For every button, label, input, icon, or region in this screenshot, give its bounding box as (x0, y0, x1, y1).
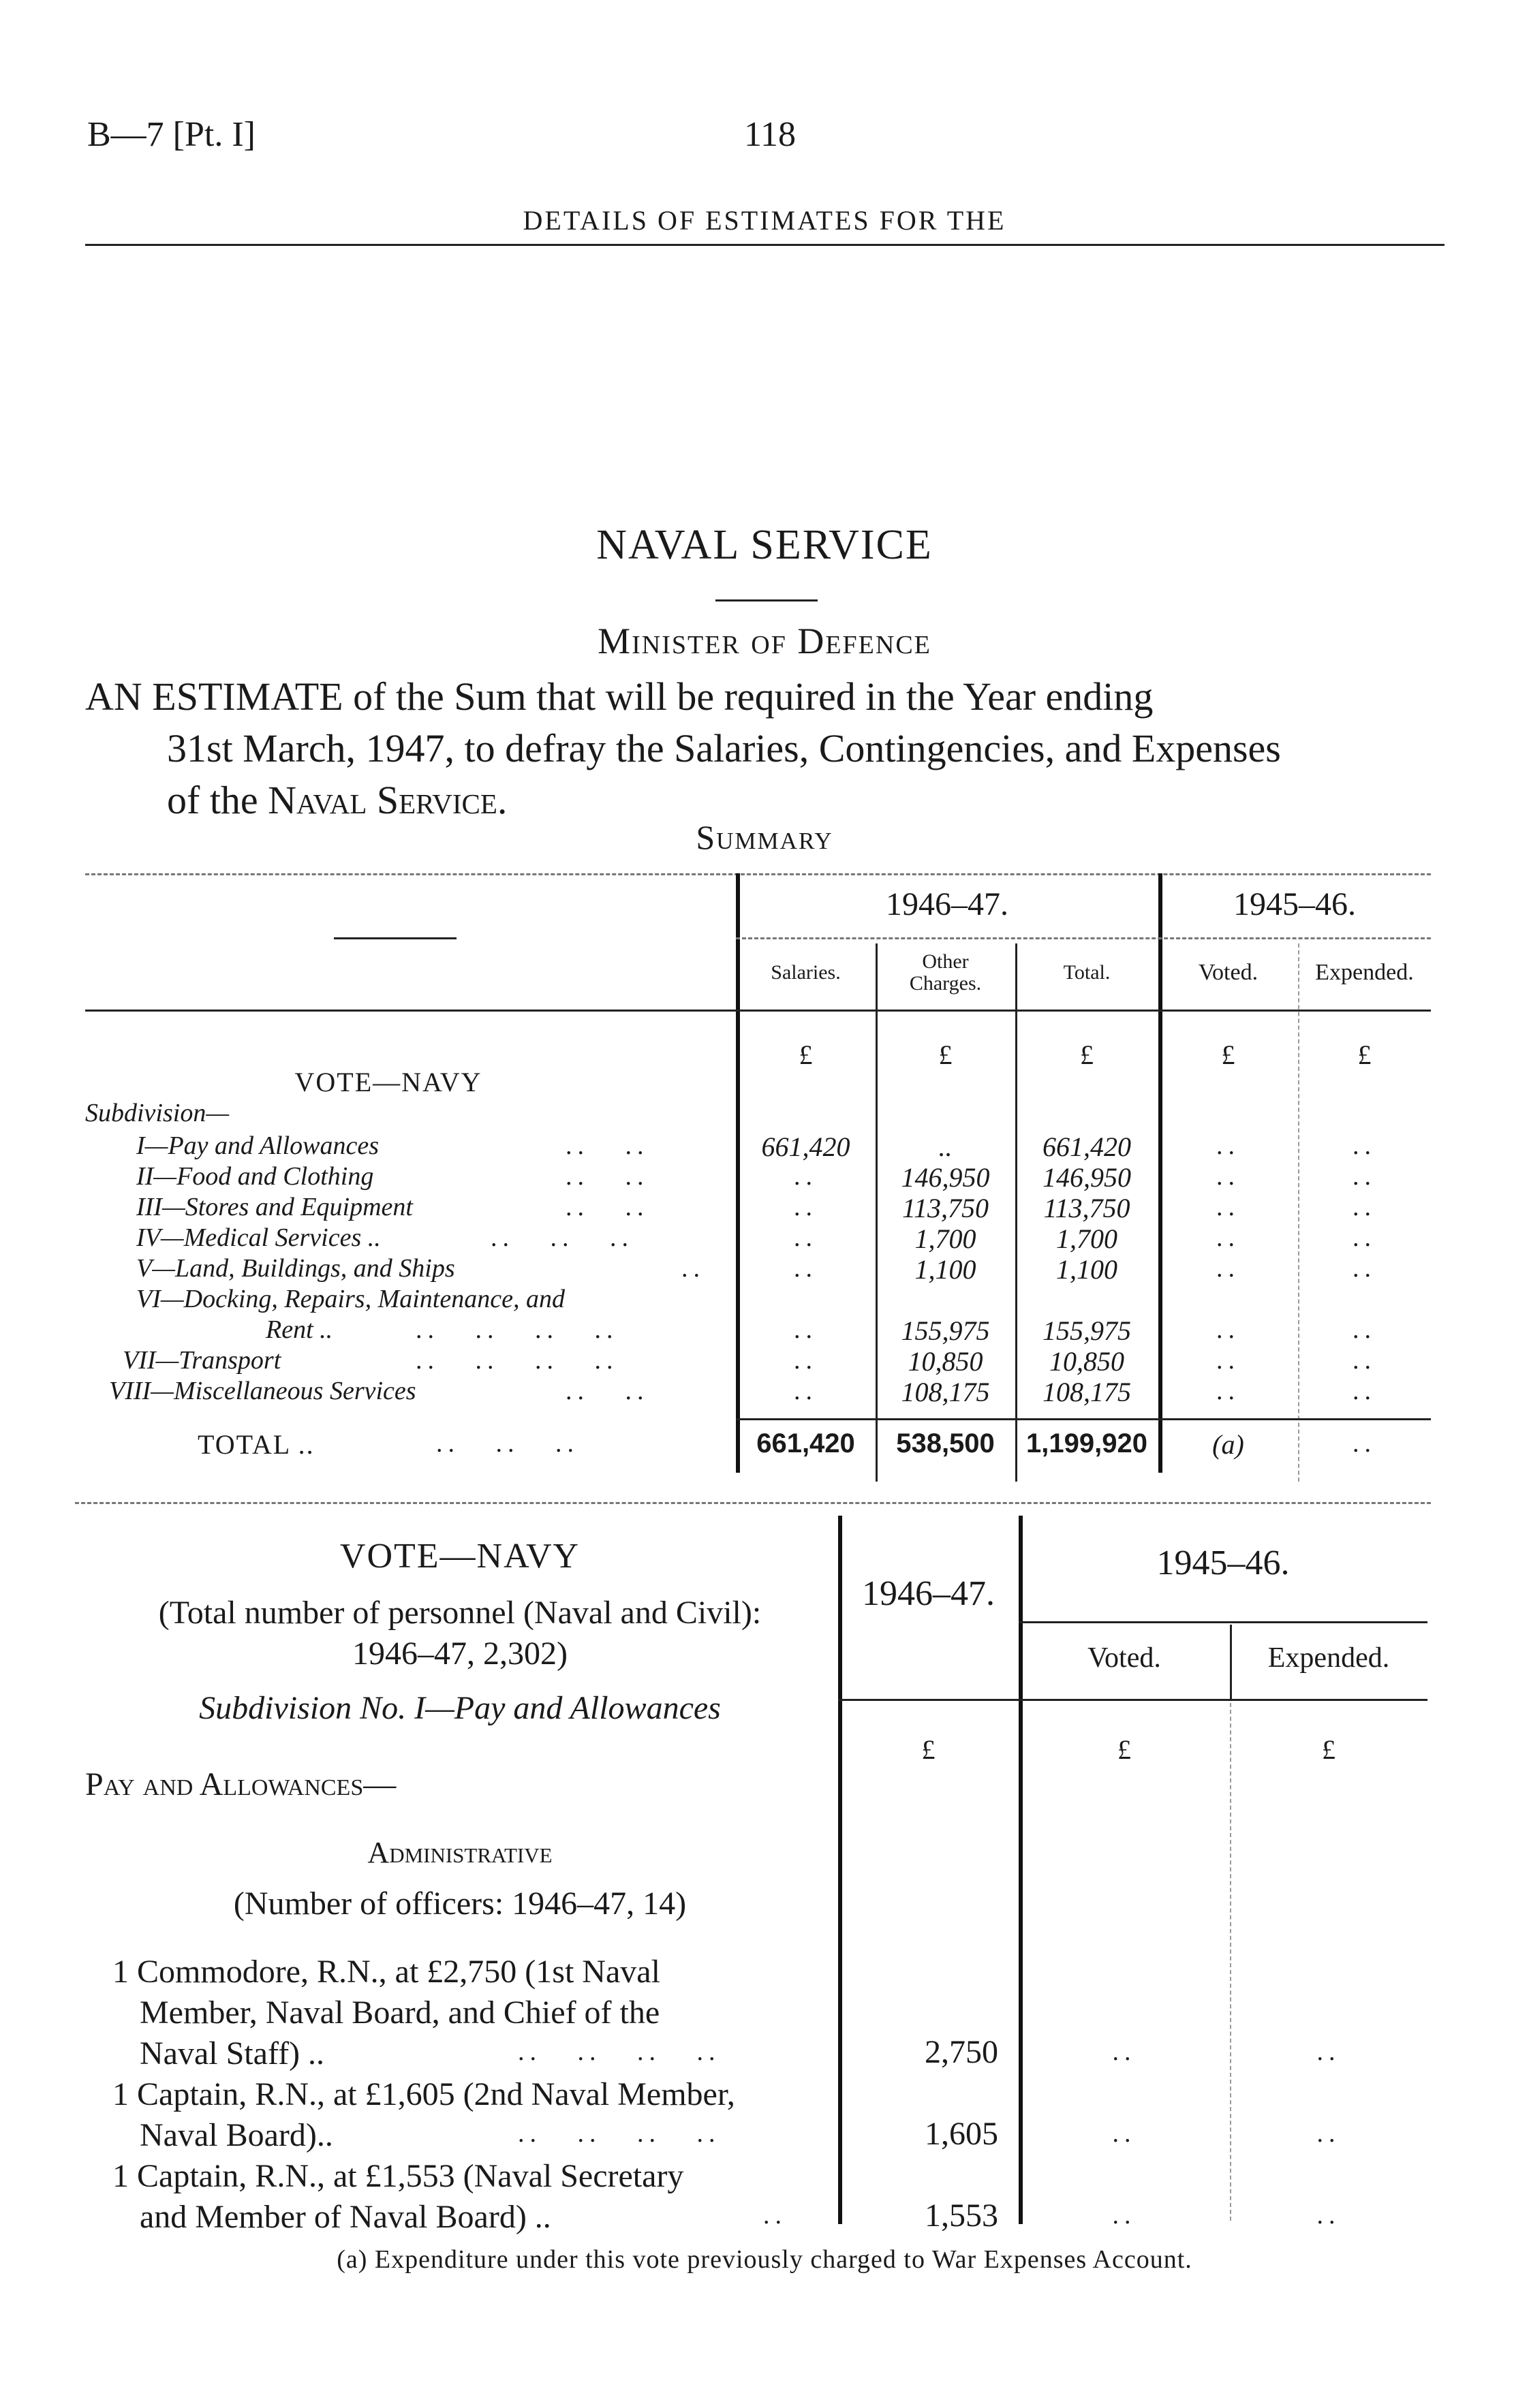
col-other-1: Other (922, 950, 969, 973)
summary-year-previous: 1945–46. (1233, 886, 1356, 922)
detail-subhead-rule (1019, 1621, 1427, 1623)
row-expended: .. (1353, 1223, 1376, 1252)
row-salaries: .. (794, 1377, 818, 1405)
item-line: Naval Board).. (140, 2117, 333, 2153)
row-other: 108,175 (901, 1377, 990, 1407)
total-voted: (a) (1212, 1429, 1244, 1460)
item-amount: 2,750 (925, 2034, 998, 2070)
item-voted: .. (1112, 2201, 1137, 2230)
leader-dots: .. .. (566, 1193, 649, 1221)
item-voted: .. (1112, 2119, 1137, 2148)
pound-sign: £ (1322, 1734, 1335, 1765)
item-expended: .. (1316, 2119, 1341, 2148)
item-line: 1 Commodore, R.N., at £2,750 (1st Naval (112, 1954, 660, 1990)
row-salaries: .. (794, 1254, 818, 1283)
summary-bottom-rule (75, 1502, 1431, 1504)
col-total: Total. (1063, 961, 1111, 984)
item-voted: .. (1112, 2037, 1137, 2066)
row-other: 1,100 (914, 1254, 976, 1285)
row-expended: .. (1353, 1315, 1376, 1344)
subdivision-heading: Subdivision No. I—Pay and Allowances (199, 1690, 721, 1726)
detail-col-expended: Expended. (1267, 1642, 1390, 1674)
summary-stub-rule (334, 937, 457, 939)
row-other: .. (938, 1131, 953, 1162)
item-line: 1 Captain, R.N., at £1,605 (2nd Naval Member, (112, 2076, 735, 2112)
row-voted: .. (1216, 1131, 1240, 1160)
item-expended: .. (1316, 2037, 1341, 2066)
row-label: III—Stores and Equipment (136, 1193, 413, 1221)
leader-dots: .. .. .. .. (518, 2037, 721, 2066)
pound-sign: £ (1080, 1039, 1094, 1070)
total-label: TOTAL .. (198, 1429, 315, 1460)
total-salaries: 661,420 (756, 1428, 855, 1458)
leader-dots: .. .. .. .. (518, 2119, 721, 2148)
leader-dots: .. .. .. .. (416, 1315, 619, 1344)
row-other: 146,950 (901, 1162, 990, 1193)
row-label-continued: Rent .. (266, 1315, 333, 1344)
row-total: 1,700 (1056, 1223, 1117, 1254)
service-title: NAVAL SERVICE (596, 522, 933, 568)
row-total: 146,950 (1042, 1162, 1131, 1193)
row-expended: .. (1353, 1193, 1376, 1221)
minister-heading: Minister of Defence (598, 621, 931, 661)
row-other: 1,700 (914, 1223, 976, 1254)
leader-dots: .. (681, 1254, 705, 1283)
row-expended: .. (1353, 1377, 1376, 1405)
personnel-line-2: 1946–47, 2,302) (352, 1636, 568, 1672)
detail-year-previous: 1945–46. (1156, 1544, 1290, 1582)
row-salaries: .. (794, 1346, 818, 1375)
row-salaries: .. (794, 1223, 818, 1252)
admin-heading: Administrative (367, 1836, 553, 1869)
leader-dots: .. (763, 2201, 787, 2230)
leader-dots: .. .. (566, 1162, 649, 1191)
leader-dots: .. .. .. (436, 1429, 579, 1458)
leader-dots: .. .. (566, 1377, 649, 1405)
intro-line-3b: Naval Service (268, 778, 497, 822)
row-expended: .. (1353, 1131, 1376, 1160)
summary-total-rule (736, 1418, 1431, 1420)
title-rule (715, 599, 818, 601)
col-other-2: Charges. (909, 972, 982, 995)
row-label: IV—Medical Services .. (136, 1223, 381, 1252)
item-line: Naval Staff) .. (140, 2035, 325, 2071)
detail-col-voted: Voted. (1087, 1642, 1161, 1674)
row-voted: .. (1216, 1162, 1240, 1191)
row-label: VI—Docking, Repairs, Maintenance, and (136, 1285, 565, 1313)
row-other: 113,750 (901, 1193, 989, 1223)
intro-line-3a: of the (167, 778, 268, 822)
detail-head-rule (838, 1699, 1427, 1701)
summary-vote-heading: VOTE—NAVY (294, 1067, 482, 1097)
detail-vote-heading: VOTE—NAVY (339, 1537, 581, 1576)
intro-line-1: AN ESTIMATE of the Sum that will be required in the Year ending (85, 674, 1154, 719)
item-expended: .. (1316, 2201, 1341, 2230)
intro-line-2: 31st March, 1947, to defray the Salaries, Contingencies, and Expenses (167, 726, 1281, 770)
item-line: Member, Naval Board, and Chief of the (140, 1995, 660, 2031)
col-salaries: Salaries. (771, 961, 841, 984)
col-expended: Expended. (1315, 960, 1414, 985)
intro-line-3c: . (497, 778, 508, 822)
subdivision-label: Subdivision— (85, 1099, 230, 1127)
row-salaries: 661,420 (761, 1131, 850, 1162)
row-label: II—Food and Clothing (136, 1162, 374, 1191)
row-label: VII—Transport (123, 1346, 281, 1375)
estimate-intro (85, 671, 1448, 826)
pound-sign: £ (1117, 1734, 1131, 1765)
total-other: 538,500 (896, 1428, 995, 1458)
total-total: 1,199,920 (1026, 1428, 1147, 1458)
pound-sign: £ (921, 1734, 936, 1765)
row-salaries: .. (794, 1193, 818, 1221)
row-salaries: .. (794, 1162, 818, 1191)
row-total: 155,975 (1042, 1315, 1131, 1346)
leader-dots: .. .. .. .. (416, 1346, 619, 1375)
header-rule (85, 244, 1445, 246)
leader-dots: .. .. (566, 1131, 649, 1160)
personnel-line-1: (Total number of personnel (Naval and Civil): (158, 1595, 762, 1631)
row-label: VIII—Miscellaneous Services (109, 1377, 416, 1405)
row-voted: .. (1216, 1193, 1240, 1221)
item-amount: 1,553 (925, 2198, 998, 2234)
summary-head-rule (85, 1010, 1431, 1012)
item-amount: 1,605 (925, 2116, 998, 2152)
pound-sign: £ (1221, 1039, 1235, 1070)
col-voted: Voted. (1198, 960, 1258, 985)
pay-heading: Pay and Allowances— (85, 1766, 397, 1802)
running-title: DETAILS OF ESTIMATES FOR THE (523, 205, 1006, 236)
total-expended: .. (1353, 1429, 1376, 1458)
row-salaries: .. (794, 1315, 818, 1344)
item-line: 1 Captain, R.N., at £1,553 (Naval Secretary (112, 2158, 684, 2194)
row-voted: .. (1216, 1346, 1240, 1375)
row-label: I—Pay and Allowances (136, 1131, 380, 1160)
pound-sign: £ (799, 1039, 813, 1070)
row-total: 1,100 (1056, 1254, 1117, 1285)
row-other: 155,975 (901, 1315, 990, 1346)
officers-note: (Number of officers: 1946–47, 14) (233, 1886, 687, 1922)
item-line: and Member of Naval Board) .. (140, 2199, 551, 2235)
row-total: 113,750 (1043, 1193, 1130, 1223)
row-voted: .. (1216, 1377, 1240, 1405)
pound-sign: £ (1357, 1039, 1372, 1070)
footnote: (a) Expenditure under this vote previously charged to War Expenses Account. (337, 2245, 1192, 2274)
row-label: V—Land, Buildings, and Ships (136, 1254, 455, 1283)
col-other-charges (876, 951, 1015, 995)
page-reference: B—7 [Pt. I] (87, 115, 256, 154)
row-expended: .. (1353, 1254, 1376, 1283)
row-voted: .. (1216, 1223, 1240, 1252)
summary-top-rule (85, 873, 1431, 875)
leader-dots: .. .. .. (491, 1223, 634, 1252)
pound-sign: £ (938, 1039, 953, 1070)
row-total: 661,420 (1042, 1131, 1131, 1162)
summary-heading: Summary (696, 818, 833, 856)
row-expended: .. (1353, 1346, 1376, 1375)
row-other: 10,850 (908, 1346, 983, 1377)
row-total: 108,175 (1042, 1377, 1131, 1407)
summary-year-current: 1946–47. (886, 886, 1008, 922)
row-voted: .. (1216, 1315, 1240, 1344)
row-voted: .. (1216, 1254, 1240, 1283)
row-total: 10,850 (1049, 1346, 1124, 1377)
page-number: 118 (743, 115, 797, 154)
summary-subhead-rule (736, 937, 1431, 939)
detail-year-current: 1946–47. (862, 1574, 995, 1613)
row-expended: .. (1353, 1162, 1376, 1191)
